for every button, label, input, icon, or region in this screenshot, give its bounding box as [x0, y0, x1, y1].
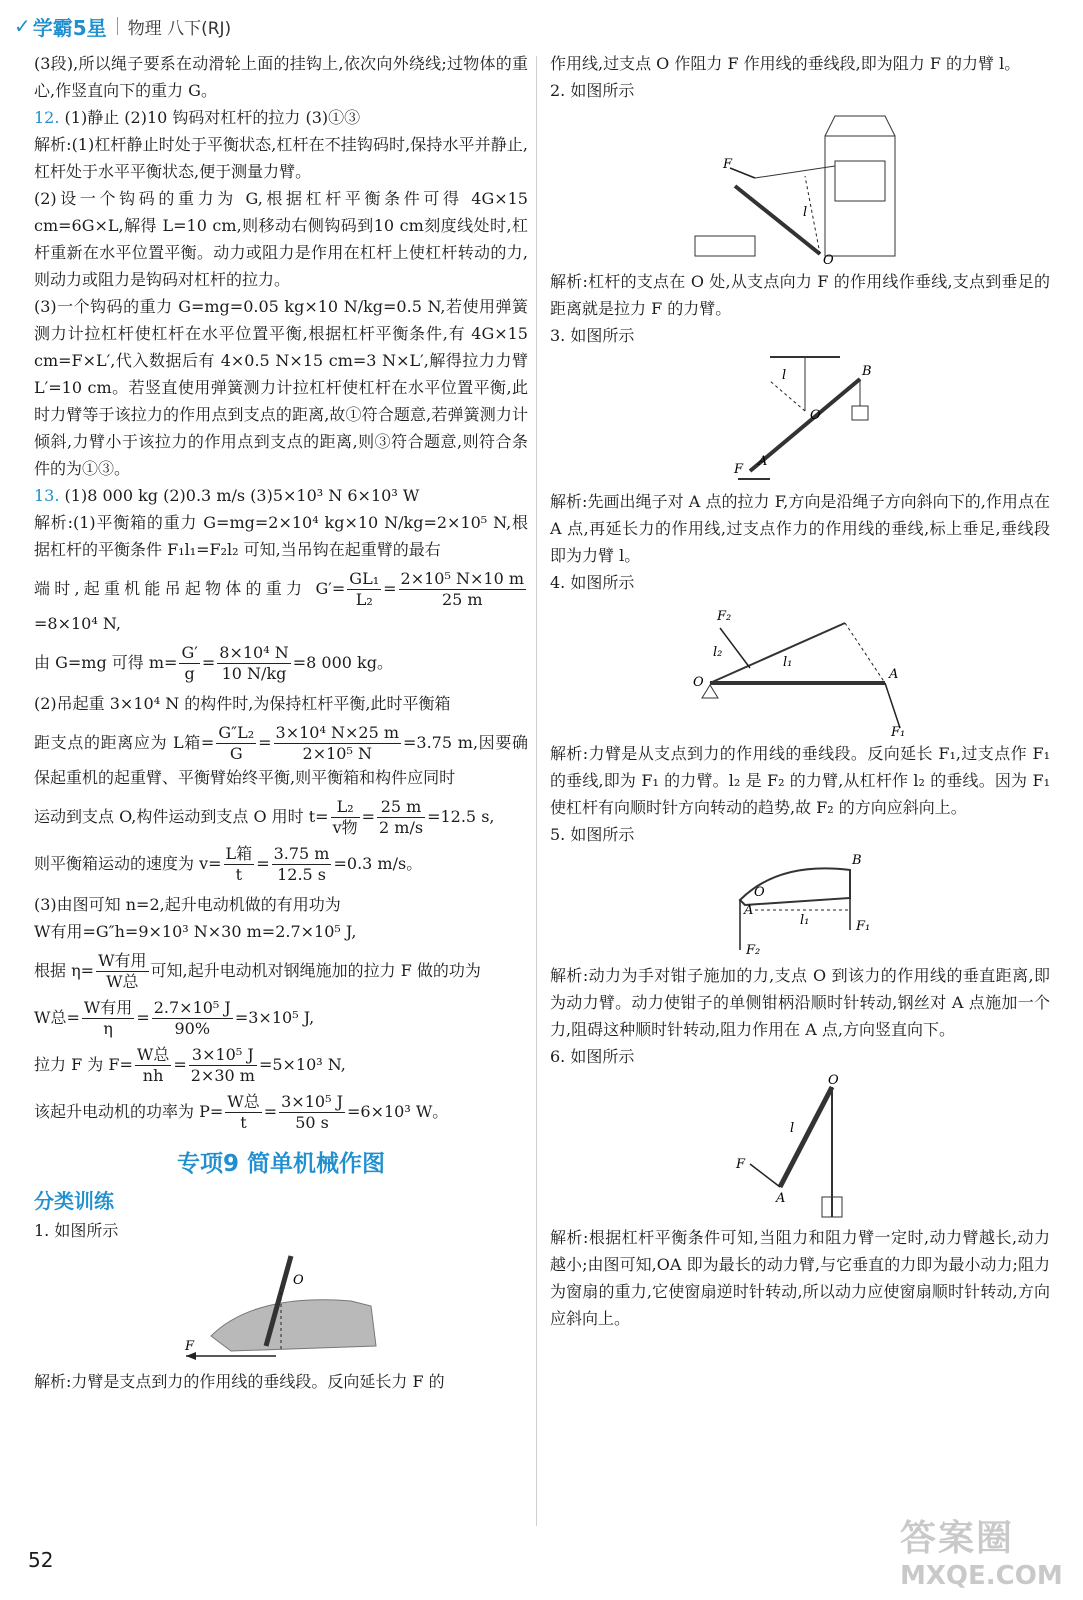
label-F1: F₁	[891, 725, 906, 738]
fraction	[217, 643, 290, 684]
q13-answer-text: (1)8 000 kg (2)0.3 m/s (3)5×10³ N 6×10³ W	[64, 486, 420, 505]
weight-block	[852, 406, 868, 420]
label-l: l	[782, 368, 787, 383]
q3-figure-lever	[700, 351, 900, 486]
brand-name: 学霸5星	[32, 15, 107, 40]
label-l2: l₂	[713, 645, 723, 660]
extension-line	[845, 623, 885, 683]
fulcrum-icon	[702, 685, 718, 698]
bridge-beam	[735, 186, 820, 254]
q12-answer	[34, 104, 528, 131]
fraction	[135, 1045, 171, 1086]
formula-text: =0.3 m/s。	[333, 854, 423, 873]
numerator: L箱	[225, 844, 253, 863]
watermark-text-2: MXQE.COM	[900, 1561, 1063, 1591]
denominator: 50 s	[295, 1113, 329, 1132]
force-arrow	[750, 1164, 780, 1187]
label-A: A	[776, 1191, 786, 1206]
fraction	[347, 569, 381, 610]
q12-number: 12.	[34, 108, 60, 127]
formula-text: W总=	[34, 1008, 80, 1027]
label-l: l	[790, 1121, 795, 1136]
fraction	[96, 951, 148, 992]
formula-text: =5×10³ N,	[258, 1055, 346, 1074]
page-header	[14, 8, 231, 44]
q2-label: 2. 如图所示	[550, 81, 635, 100]
q1-analysis: 解析:力臂是支点到力的作用线的垂线段。反向延长力 F 的	[34, 1372, 445, 1391]
q1-analysis-continuation: 作用线,过支点 O 作阻力 F 作用线的垂线段,即为阻力 F 的力臂 l。	[550, 54, 1021, 73]
denominator: 2 m/s	[379, 818, 424, 837]
numerator: W总	[136, 1045, 170, 1064]
label-F1: F₁	[856, 919, 871, 934]
fraction	[377, 797, 425, 838]
denominator: 25 m	[441, 590, 483, 609]
q3-label: 3. 如图所示	[550, 326, 635, 345]
fraction	[189, 1045, 257, 1086]
q2-analysis: 解析:杠杆的支点在 O 处,从支点向力 F 的作用线作垂线,支点到垂足的距离就是拉力 F 的力臂。	[550, 272, 1050, 318]
denominator: g	[184, 664, 195, 683]
q6-analysis: 解析:根据杠杆平衡条件可知,当阻力和阻力臂一定时,动力臂越长,动力越小;由图可知,OA 即为最长的动力臂,与它垂直的力即为最小动力;阻力为窗扇的重力,它使窗扇逆时针转动,所以动力应使窗扇顺时针转动,方向应斜向上。	[550, 1228, 1050, 1328]
fraction	[216, 723, 256, 764]
label-F: F	[734, 462, 744, 477]
label-O: O	[810, 408, 821, 423]
arm-line	[770, 381, 805, 411]
fraction	[399, 569, 526, 610]
denominator: 10 N/kg	[221, 664, 287, 683]
formula-text: 可知,起升电动机对钢绳施加的拉力 F 做的功为	[150, 961, 481, 980]
header-separator	[117, 17, 118, 35]
fraction	[225, 1092, 261, 1133]
q13-formula-total-work: W总= $\frac{\text{W有用}}{\eta}$ = $\frac{\text{2.7×10⁵ J}}{90\%}$ =3×10⁵ J,	[34, 998, 315, 1038]
denominator: η	[103, 1019, 113, 1038]
fraction	[274, 723, 401, 764]
numerator: W有用	[83, 998, 133, 1017]
formula-text: =8 000 kg。	[292, 653, 393, 672]
q13-analysis-2: (2)吊起重 3×10⁴ N 的构件时,为保持杠杆平衡,此时平衡箱	[34, 694, 451, 713]
left-column	[34, 50, 528, 1395]
label-O: O	[823, 253, 834, 266]
formula-text: 端时,起重机能吊起物体的重力 G′=	[34, 579, 346, 598]
label-l: l	[803, 205, 808, 220]
q13-formula-gprime: 端时,起重机能吊起物体的重力 G′= $\frac{\text{GL₁}}{\text{L₂}}$ = $\frac{\text{2×10⁵ N×10 m}}{25 m}$ =8×10⁴ N,	[34, 569, 524, 633]
label-A: A	[889, 667, 899, 682]
q13-formula-lbox: 距支点的距离应为 L箱= $\frac{\text{G″L₂}}{G}$ = $\frac{\text{3×10⁴ N×25 m}}{\text{2×10⁵ N}}$ =3.75 m,因要确保起重机的起重臂、平衡臂始终平衡,则平衡箱和构件应同时	[34, 723, 528, 787]
gate	[835, 161, 885, 201]
upper-arm	[710, 623, 845, 683]
denominator: 2×10⁵ N	[302, 744, 372, 763]
formula-text: 拉力 F 为 F=	[34, 1055, 133, 1074]
force-F2-arrow	[720, 628, 750, 668]
window-sash	[780, 1087, 832, 1187]
q13-formula-speed: 则平衡箱运动的速度为 v= $\frac{\text{L箱}}{t}$ = $\frac{3.75 m}{12.5 s}$ =0.3 m/s。	[34, 844, 423, 884]
page-number: 52	[28, 1548, 54, 1572]
q13-formula-power: 该起升电动机的功率为 P= $\frac{\text{W总}}{t}$ = $\frac{\text{3×10⁵ J}}{50 s}$ =6×10³ W。	[34, 1092, 449, 1132]
denominator: G	[229, 744, 243, 763]
numerator: W有用	[98, 951, 147, 970]
label-F: F	[723, 157, 733, 172]
label-A: A	[744, 903, 754, 918]
ground-block	[695, 236, 755, 256]
formula-text: 根据 η=	[34, 961, 95, 980]
label-F2: F₂	[746, 943, 761, 958]
tower-roof	[825, 116, 895, 136]
fraction	[272, 844, 332, 885]
numerator: G′	[181, 643, 198, 662]
numerator: L₂	[331, 797, 360, 818]
label-F: F	[736, 1157, 746, 1172]
q13-formula-eta	[34, 951, 528, 992]
numerator: G″L₂	[218, 723, 255, 742]
numerator: 3×10⁴ N×25 m	[275, 723, 399, 742]
q12-analysis-2: (2)设一个钩码的重力为 G,根据杠杆平衡条件可得 4G×15 cm=6G×L,解得 L=10 cm,则移动右侧钩码到10 cm刻度线处时,杠杆重新在水平位置平衡。动力或阻力是作用在杠杆上使杠杆转动的力,则动力或阻力是钩码对杠杆的拉力。	[34, 189, 528, 289]
formula-text: 该起升电动机的功率为 P=	[34, 1102, 224, 1121]
q13-formula-mass: 由 G=mg 可得 m= $\frac{G'}{g}$ = $\frac{\text{8×10⁴ N}}{10 N/kg}$ =8 000 kg。	[34, 643, 393, 683]
watermark-text-1: 答案圈	[900, 1518, 1015, 1559]
formula-text: =6×10³ W。	[346, 1102, 449, 1121]
q5-figure-pliers	[700, 850, 900, 960]
q2-figure-drawbridge	[685, 106, 915, 266]
label-O: O	[693, 675, 704, 690]
label-l1: l₁	[800, 913, 810, 928]
q4-analysis: 解析:力臂是从支点到力的作用线的垂线段。反向延长 F₁,过支点作 F₁ 的垂线,即为 F₁ 的力臂。l₂ 是 F₂ 的力臂,从杠杆作 l₂ 的垂线。因为 F₁ 使杠杆有向顺时针方向转动的趋势,故 F₂ 的方向应斜向上。	[550, 744, 1050, 817]
formula-text: 由 G=mg 可得 m=	[34, 653, 178, 672]
numerator: 2.7×10⁵ J	[153, 998, 231, 1017]
numerator: GL₁	[349, 569, 380, 588]
formula-text: =3×10⁵ J,	[234, 1008, 315, 1027]
q4-label: 4. 如图所示	[550, 573, 635, 592]
watermark	[900, 1510, 1063, 1591]
fraction	[331, 797, 360, 838]
formula-text: =12.5 s,	[427, 807, 495, 826]
q13-answer	[34, 482, 528, 509]
denominator: 90%	[174, 1019, 211, 1038]
q12-answer-text: (1)静止 (2)10 钩码对杠杆的拉力 (3)①③	[64, 108, 361, 127]
q13-formula-time: 运动到支点 O,构件运动到支点 O 用时 t= $\frac{\text{L₂}}{\text{v物}}$ = $\frac{25 m}{2 m/s}$ =12.5 s,	[34, 797, 495, 837]
force-arrow	[730, 168, 755, 178]
q1-figure-hand-pen	[171, 1246, 391, 1366]
q13-analysis-1: 解析:(1)平衡箱的重力 G=mg=2×10⁴ kg×10 N/kg=2×10⁵ N,根据杠杆的平衡条件 F₁l₁=F₂l₂ 可知,当吊钩在起重臂的最右	[34, 513, 528, 559]
denominator: t	[235, 865, 243, 884]
q12-analysis-3: (3)一个钩码的重力 G=mg=0.05 kg×10 N/kg=0.5 N,若使用弹簧测力计拉杠杆使杠杆在水平位置平衡,根据杠杆平衡条件,有 4G×15 cm=F×L′,代入数据后有 4×0.5 N×15 cm=3 N×L′,解得拉力力臂 L′=10 cm。若竖直使用弹簧测力计拉杠杆使杠杆在水平位置平衡,此时力臂等于该拉力的作用点到支点的距离,故①符合题意,若弹簧测力计倾斜,力臂小于该拉力的作用点到支点的距离,则③符合题意,则符合条件的为①③。	[34, 297, 528, 478]
numerator: 3×10⁵ J	[189, 1045, 257, 1066]
q5-analysis: 解析:动力为手对钳子施加的力,支点 O 到该力的作用线的垂直距离,即为动力臂。动力使钳子的单侧钳柄沿顺时针转动,钢丝对 A 点施加一个力,阻碍这种顺时针转动,阻力作用在 A 点,方向竖直向下。	[550, 966, 1050, 1039]
brand-logo-icon: ✓	[14, 14, 31, 38]
label-A: A	[758, 454, 768, 469]
hand-shape	[211, 1300, 376, 1351]
denominator: v物	[332, 818, 358, 837]
q13-useful-work: W有用=G″h=9×10³ N×30 m=2.7×10⁵ J,	[34, 922, 357, 941]
column-divider	[536, 56, 537, 1526]
fraction	[279, 1092, 345, 1133]
fraction	[179, 643, 199, 684]
numerator: 3×10⁵ J	[281, 1092, 343, 1111]
formula-text: 则平衡箱运动的速度为 v=	[34, 854, 222, 873]
q13-number: 13.	[34, 486, 60, 505]
q13-formula-force: 拉力 F 为 F= $\frac{\text{W总}}{nh}$ = $\frac{\text{3×10⁵ J}}{2\times 30 m}$ =5×10³ N,	[34, 1045, 346, 1085]
label-O: O	[754, 885, 765, 900]
q11-continuation: (3段),所以绳子要系在动滑轮上面的挂钩上,依次向外绕线;过物体的重心,作竖直向下的重力 G。	[34, 54, 528, 100]
label-F2: F₂	[717, 609, 732, 624]
denominator: 12.5 s	[277, 865, 326, 884]
q12-analysis-1: 解析:(1)杠杆静止时处于平衡状态,杠杆在不挂钩码时,保持水平并静止,杠杆处于水平平衡状态,便于测量力臂。	[34, 135, 528, 181]
label-F: F	[185, 1339, 195, 1354]
formula-text: 距支点的距离应为 L箱=	[34, 733, 215, 752]
label-B: B	[862, 364, 872, 379]
rope	[755, 166, 835, 178]
label-O: O	[293, 1273, 304, 1288]
numerator: 25 m	[377, 797, 425, 818]
label-B: B	[852, 853, 862, 868]
subsection-title: 分类训练	[34, 1189, 114, 1213]
q5-label: 5. 如图所示	[550, 825, 635, 844]
formula-text: =8×10⁴ N,	[34, 614, 121, 633]
denominator: L₂	[355, 590, 373, 609]
denominator: t	[240, 1113, 247, 1132]
q6-label: 6. 如图所示	[550, 1047, 635, 1066]
formula-text: =3.75 m,因要确保起重机的起重臂、平衡臂始终平衡,则平衡箱和构件应同时	[34, 733, 528, 787]
subject-label: 物理 八下(RJ)	[127, 18, 232, 39]
q13-analysis-3: (3)由图可知 n=2,起升电动机做的有用功为	[34, 895, 341, 914]
denominator: nh	[142, 1066, 164, 1085]
section-title: 专项9 简单机械作图	[176, 1151, 385, 1177]
q1-label: 1. 如图所示	[34, 1221, 119, 1240]
label-O: O	[828, 1073, 839, 1088]
numerator: 2×10⁵ N×10 m	[400, 569, 524, 588]
numerator: W总	[227, 1092, 260, 1111]
numerator: 3.75 m	[273, 844, 330, 863]
fraction	[224, 844, 255, 885]
numerator: 8×10⁴ N	[219, 643, 289, 662]
right-column	[550, 50, 1050, 1332]
denominator: W总	[106, 972, 139, 991]
label-l1: l₁	[783, 655, 793, 670]
fraction	[152, 998, 233, 1039]
q6-figure-window	[720, 1072, 880, 1222]
formula-text: 运动到支点 O,构件运动到支点 O 用时 t=	[34, 807, 329, 826]
q3-analysis: 解析:先画出绳子对 A 点的拉力 F,方向是沿绳子方向斜向下的,作用点在 A 点,再延长力的作用线,过支点作力的作用线的垂线,标上垂足,垂线段即为力臂 l。	[550, 492, 1050, 565]
q4-figure-lever	[685, 598, 915, 738]
fraction	[82, 998, 134, 1039]
force-F1-arrow	[885, 683, 900, 728]
denominator: 2×30 m	[190, 1066, 255, 1085]
